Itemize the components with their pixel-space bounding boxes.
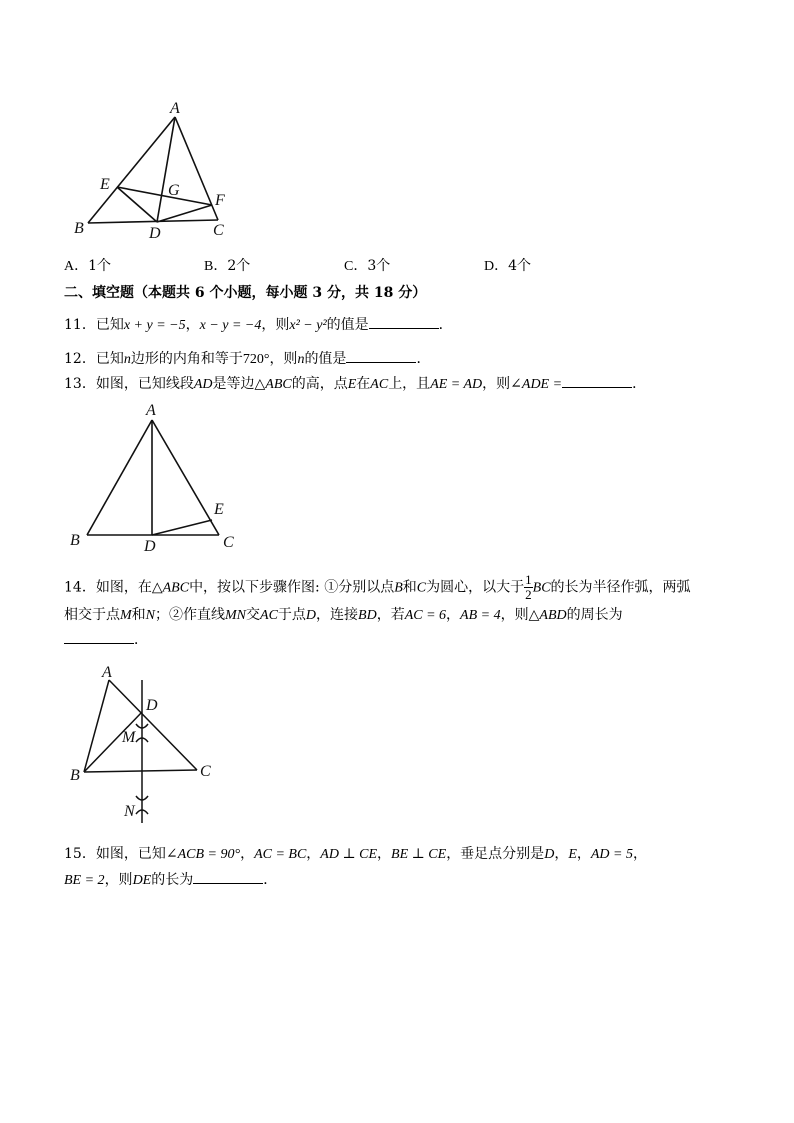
label-D: D (149, 225, 161, 242)
figure-q13 (62, 398, 252, 558)
answer-blank-13[interactable] (562, 373, 632, 388)
seg-AC (152, 420, 219, 535)
seg-DF (157, 205, 212, 222)
label-N: N (124, 803, 135, 820)
label-B: B (70, 767, 80, 784)
fraction-one-half: $\frac{1}{2}$ (525, 572, 532, 602)
seg-EF (117, 187, 212, 205)
answer-blank-11[interactable] (369, 314, 439, 329)
label-A: A (170, 100, 180, 117)
question-14-line-1: 14．如图，在△ABC中，按以下步骤作图: ①分别以点B和C为圆心，以大于 $\frac{1}{2}$ BC的长为半径作弧，两弧 (64, 572, 691, 602)
option-a: A．1个 (64, 258, 112, 274)
question-13: 13．如图，已知线段AD是等边△ABC的高，点E在AC上，且AE = AD，则∠ADE = ． (64, 373, 646, 395)
section-title: 二、填空题（本题共 6 个小题，每小题 3 分，共 18 分） (64, 285, 427, 301)
figure-q10 (60, 95, 240, 245)
seg-AB (87, 420, 152, 535)
answer-blank-15[interactable] (193, 869, 263, 884)
seg-BC (88, 220, 218, 223)
seg-AD (157, 117, 175, 222)
option-b: B．2个 (204, 258, 251, 274)
seg-DE (152, 520, 212, 535)
label-A: A (102, 664, 112, 681)
label-F: F (215, 192, 225, 209)
label-E: E (214, 501, 224, 518)
question-14-line-3: ． (64, 629, 148, 650)
question-14-line-2: 相交于点M和N；②作直线MN交AC于点D，连接BD，若AC = 6，AB = 4，则△ABD的周长为 (64, 607, 623, 623)
seg-AB (88, 117, 175, 223)
seg-AC (109, 680, 197, 770)
seg-BC (84, 770, 197, 772)
label-C: C (223, 534, 234, 551)
figure-q14 (62, 660, 222, 830)
answer-blank-12[interactable] (346, 348, 416, 363)
label-C: C (200, 763, 211, 780)
option-c: C．3个 (344, 258, 391, 274)
label-M: M (122, 729, 136, 746)
option-d: D．4个 (484, 258, 532, 274)
question-15-line-1: 15．如图，已知∠ACB = 90°，AC = BC，AD ⊥ CE，BE ⊥ CE，垂足点分别是D，E，AD = 5， (64, 846, 647, 862)
label-B: B (70, 532, 80, 549)
label-C: C (213, 222, 224, 239)
answer-blank-14[interactable] (64, 629, 134, 644)
seg-ED (117, 187, 157, 222)
label-B: B (74, 220, 84, 237)
label-E: E (100, 176, 110, 193)
question-11: 11．已知x + y = −5，x − y = −4，则x² − y²的值是 ． (64, 314, 453, 336)
label-D: D (146, 697, 158, 714)
label-D: D (144, 538, 156, 555)
question-12: 12．已知n边形的内角和等于720°，则n的值是 ． (64, 348, 430, 370)
question-15-line-2: BE = 2，则DE的长为 ． (64, 869, 277, 891)
label-A: A (146, 402, 156, 419)
label-G: G (168, 182, 180, 199)
